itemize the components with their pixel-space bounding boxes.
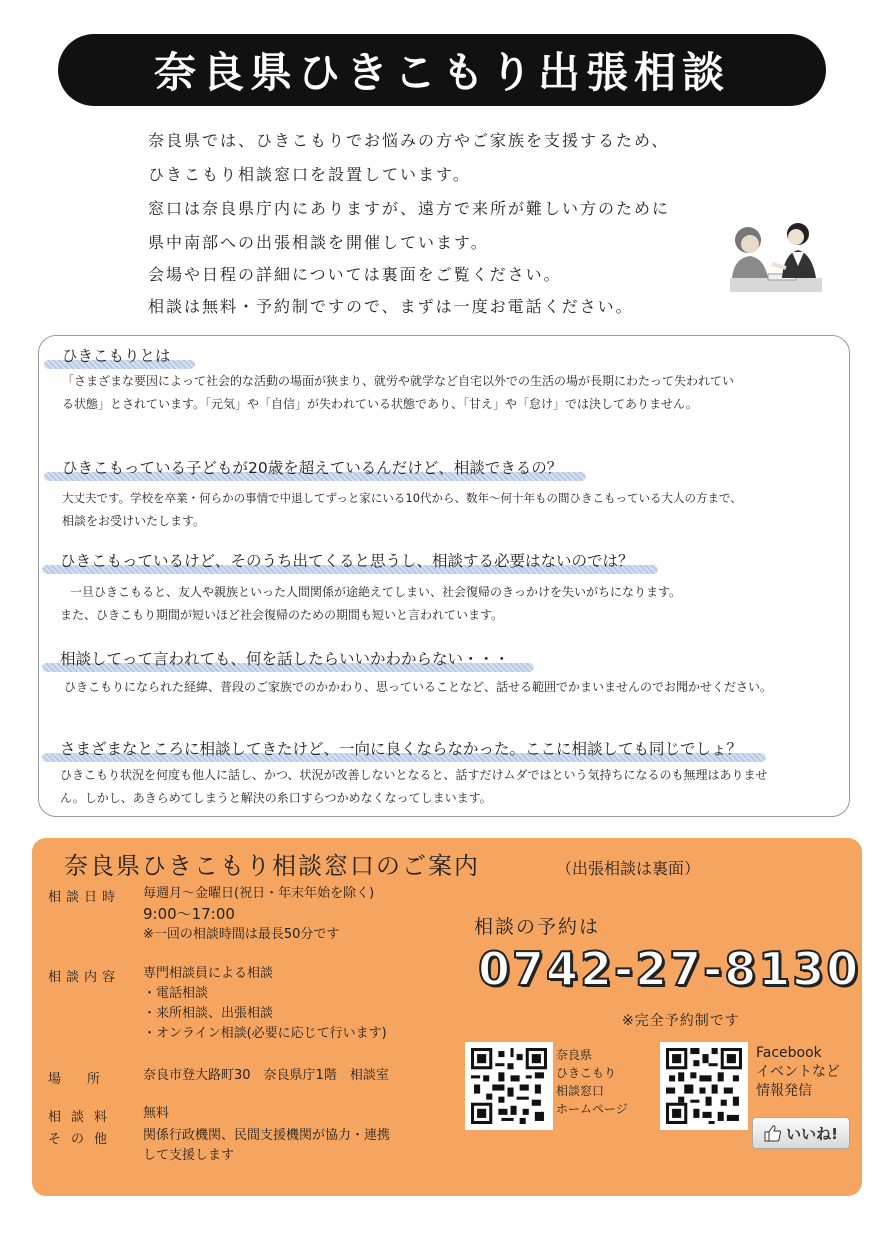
row-value: 奈良市登大路町30 奈良県庁1階 相談室 xyxy=(143,1068,389,1083)
faq-answer-line: 一旦ひきこもると、友人や親族といった人間関係が途絶えてしまい、社会復帰のきっかけを失いがちになります。 xyxy=(70,585,682,599)
row-label-place: 場 所 xyxy=(48,1072,101,1087)
info-heading-note: （出張相談は裏面） xyxy=(556,859,701,878)
qr1-caption-line: 相談窓口 xyxy=(556,1084,605,1098)
like-label: いいね! xyxy=(786,1124,838,1143)
row-label-content: 相談内容 xyxy=(48,970,121,985)
qr1-caption-line: 奈良県 xyxy=(556,1048,593,1062)
faq-answer-line: る状態」とされています。「元気」や「自信」が失われている状態であり、「甘え」や「怠け」では決してありません。 xyxy=(62,397,698,411)
row-value: して支援します xyxy=(143,1148,235,1163)
like-button[interactable] xyxy=(752,1117,850,1149)
intro-line: ひきこもり相談窓口を設置しています。 xyxy=(148,165,471,184)
phone-number[interactable]: 0742-27-8130 xyxy=(478,942,861,996)
faq-answer-line: 大丈夫です。学校を卒業・何らかの事情で中退してずっと家にいる10代から、数年～何十年もの間ひきこもっている大人の方まで、 xyxy=(62,491,742,505)
thumbs-up-icon xyxy=(764,1124,782,1142)
qr-code-icon xyxy=(666,1048,742,1124)
row-value: 専門相談員による相談 xyxy=(143,966,274,981)
row-value: ・来所相談、出張相談 xyxy=(143,1006,274,1021)
row-value: 毎週月～金曜日(祝日・年末年始を除く) xyxy=(143,886,375,901)
row-value: 関係行政機関、民間支援機関が協力・連携 xyxy=(143,1128,391,1143)
faq-question: 相談してって言われても、何を話したらいいかわからない・・・ xyxy=(42,647,524,669)
qr2-caption-line: イベントなど xyxy=(756,1064,840,1080)
intro-line: 奈良県では、ひきこもりでお悩みの方やご家族を支援するため、 xyxy=(148,131,670,150)
faq-answer-line: また、ひきこもり期間が短いほど社会復帰のための期間も短いと言われています。 xyxy=(60,608,504,622)
intro-line: 相談は無料・予約制ですので、まずは一度お電話ください。 xyxy=(148,297,634,316)
reserve-label: 相談の予約は xyxy=(474,916,601,938)
qr2-caption xyxy=(756,1044,840,1101)
qr-code-icon xyxy=(471,1048,547,1124)
homepage-qr-code[interactable] xyxy=(465,1042,553,1130)
row-value: ※一回の相談時間は最長50分です xyxy=(143,927,340,942)
qr1-caption-line: ホームページ xyxy=(556,1102,628,1116)
faq-question: ひきこもっているけど、そのうち出てくると思うし、相談する必要はないのでは？ xyxy=(42,549,648,571)
row-value: 9:00～17:00 xyxy=(143,905,235,923)
intro-line: 窓口は奈良県庁内にありますが、遠方で来所が難しい方のために xyxy=(148,199,671,218)
faq-answer-line: 「さまざまな要因によって社会的な活動の場面が狭まり、就労や就学など自宅以外での生活の場が長期にわたって失われてい xyxy=(62,374,735,388)
qr1-caption xyxy=(556,1046,628,1118)
intro-line: 県中南部への出張相談を開催しています。 xyxy=(148,233,489,252)
faq-answer-line: ん。しかし、あきらめてしまうと解決の糸口すらつかめなくなってしまいます。 xyxy=(60,791,492,805)
counseling-illustration xyxy=(728,218,824,296)
reserve-note: ※完全予約制です xyxy=(622,1013,740,1029)
row-label-datetime: 相談日時 xyxy=(48,890,121,905)
faq-question: ひきこもっている子どもが20歳を超えているんだけど、相談できるの？ xyxy=(44,456,576,478)
page-title: 奈良県ひきこもり出張相談 xyxy=(58,34,826,106)
faq-question: ひきこもりとは xyxy=(44,344,185,366)
facebook-qr-code[interactable] xyxy=(660,1042,748,1130)
qr1-caption-line: ひきこもり xyxy=(556,1066,617,1080)
intro-line: 会場や日程の詳細については裏面をご覧ください。 xyxy=(148,265,562,284)
row-label-fee: 相談料 xyxy=(48,1110,118,1125)
qr2-caption-line: Facebook xyxy=(756,1045,822,1061)
info-heading: 奈良県ひきこもり相談窓口のご案内 xyxy=(64,852,480,880)
row-value: ・オンライン相談(必要に応じて行います) xyxy=(143,1026,387,1041)
faq-answer-line: 相談をお受けいたします。 xyxy=(62,514,206,528)
faq-question: さまざまなところに相談してきたけど、一向に良くならなかった。ここに相談しても同じでしょ？ xyxy=(42,737,756,759)
faq-answer-line: ひきこもり状況を何度も他人に話し、かつ、状況が改善しないとなると、話すだけムダではという気持ちになるのも無理はありませ xyxy=(60,768,768,782)
row-value: 無料 xyxy=(143,1106,170,1121)
qr2-caption-line: 情報発信 xyxy=(756,1083,812,1099)
row-label-other: その他 xyxy=(48,1132,118,1147)
faq-answer-line: ひきこもりになられた経緯、普段のご家族でのかかわり、思っていることなど、話せる範囲でかまいませんのでお聞かせください。 xyxy=(64,680,773,694)
row-value: ・電話相談 xyxy=(143,986,209,1001)
